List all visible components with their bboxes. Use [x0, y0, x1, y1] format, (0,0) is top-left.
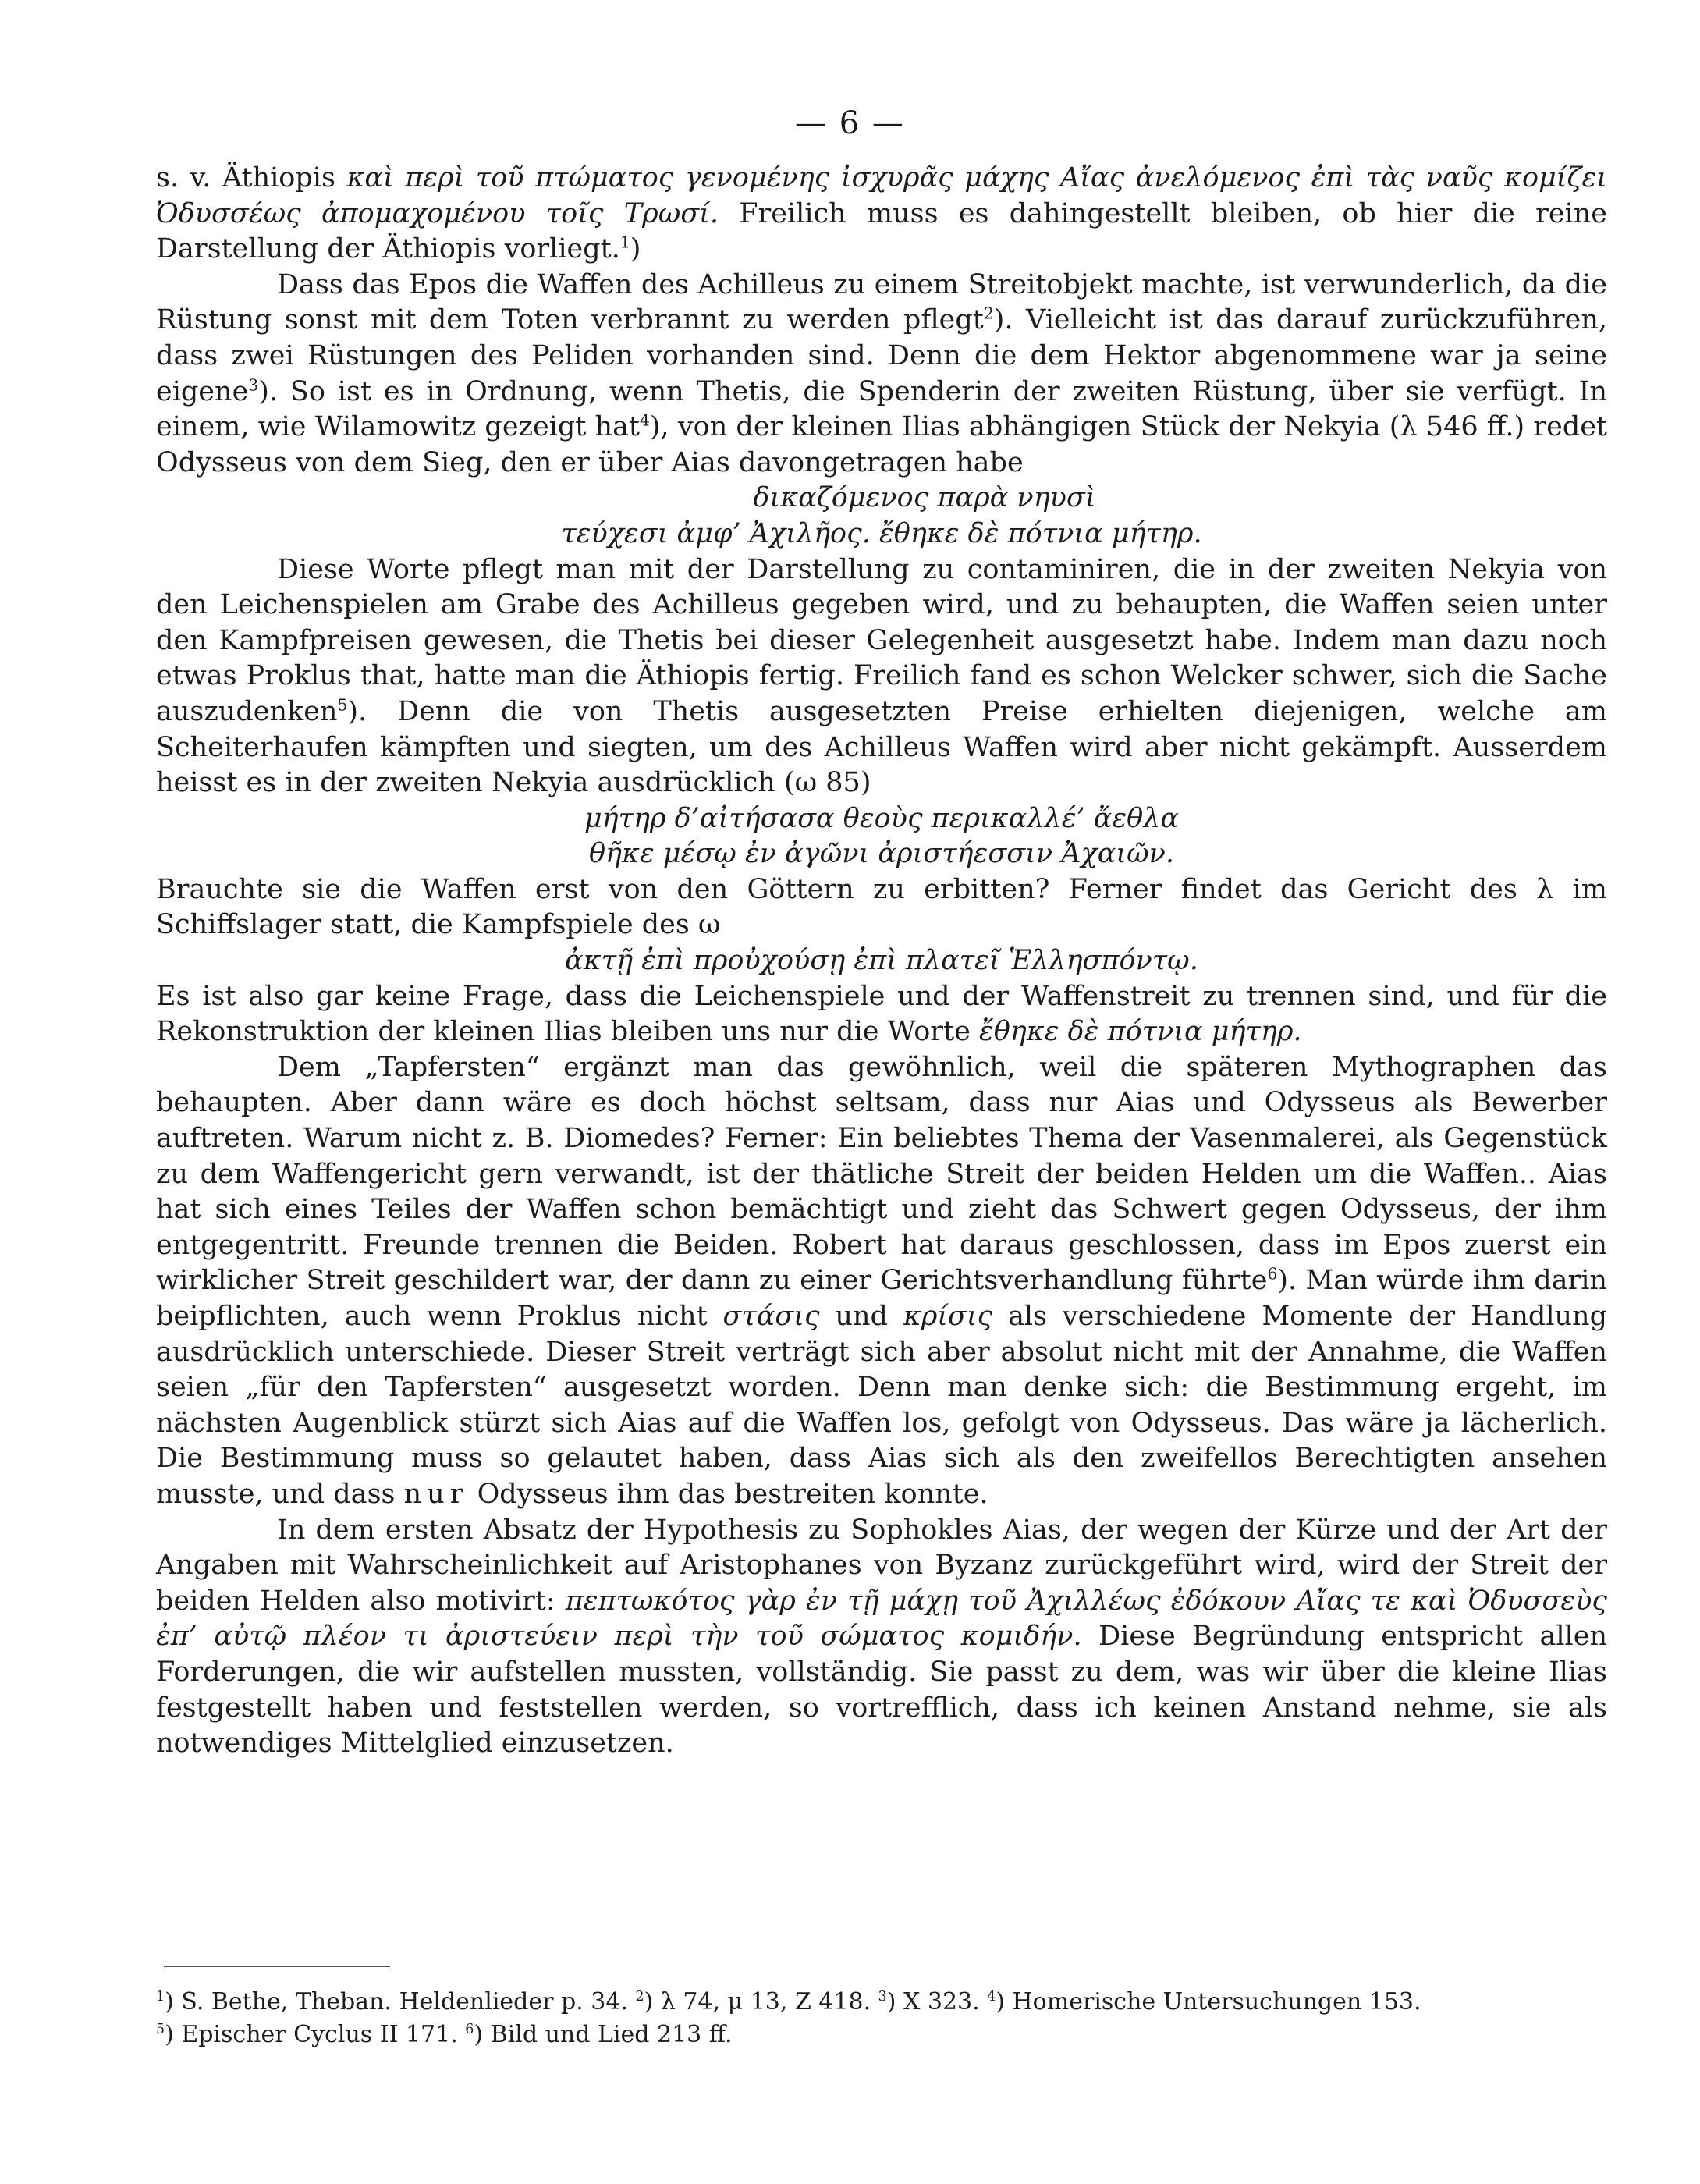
footnote-divider — [164, 1966, 390, 1967]
paragraph-7 — [156, 1513, 1607, 1762]
text-run: Dass das Epos die Waffen des Achilleus zu einem Streitobjekt machte, ist verwunderlich, da die Rüstung sonst mit dem Toten verbrannt zu werden pflegt — [156, 268, 1607, 336]
text-run: In dem ersten Absatz der Hypothesis zu Sophokles Aias, der wegen der Kürze und der Art der Angaben mit Wahrscheinlichkeit auf Aristophanes von Byzanz zurückgeführt wird, wird der Streit der beiden Helden also motivirt: — [156, 1514, 1607, 1617]
text-run: ). Man würde ihm darin beipflichten, auch wenn Proklus nicht — [156, 1265, 1607, 1332]
text-run: s. v. Äthiopis — [156, 162, 347, 194]
text-run: ), von der kleinen Ilias abhängigen Stück der Nekyia (λ 546 ff.) redet Odysseus von dem Sieg, den er über Aias davongetragen habe — [156, 411, 1607, 478]
text-run: Diese Worte pflegt man mit der Darstellung zu contaminiren, die in der zweiten Nekyia von den Leichenspielen am Grabe des Achilleus gegeben wird, und zu behaupten, die Waffen seien unter den Kampfpreisen gewesen, die Thetis bei dieser Gelegenheit ausgesetzt habe. Indem man dazu noch etwas Proklus that, hatte man die Äthiopis fertig. Freilich fand es schon Welcker schwer, sich die Sache auszudenken — [156, 553, 1607, 727]
greek-verse-line: ἀκτῇ ἐπὶ προὐχούσῃ ἐπὶ πλατεῖ Ἑλλησπόντῳ. — [565, 945, 1198, 977]
footnote-ref-4: 4 — [640, 410, 650, 430]
footnote-marker: 3 — [878, 1989, 887, 2005]
footnote-text: ) λ 74, μ 13, Ζ 418. — [644, 1988, 878, 2015]
footnote-ref-1: 1 — [619, 233, 630, 252]
paragraph-2 — [156, 268, 1607, 481]
text-run: Es ist also gar keine Frage, dass die Leichenspiele und der Waffenstreit zu trennen sind, und für die Rekonstruktion der kleinen Ilias bleiben uns nur die Worte — [156, 980, 1607, 1048]
footnote-ref-6: 6 — [1267, 1264, 1278, 1284]
footnote-ref-2: 2 — [983, 304, 994, 323]
text-run: Freilich muss es dahingestellt bleiben, ob hier die reine Darstellung der Äthiopis vorliegt. — [156, 197, 1607, 265]
footnote-marker: 1 — [156, 1989, 165, 2005]
text-run: ). Vielleicht ist das darauf zurückzuführen, dass zwei Rüstungen des Peliden vorhanden sind. Denn die dem Hektor abgenommene war ja seine eigene — [156, 304, 1607, 407]
footnote-text: ) Bild und Lied 213 ff. — [474, 2021, 733, 2048]
text-run: und — [819, 1301, 903, 1332]
footnote-text: ) S. Bethe, Theban. Heldenlieder p. 34. — [165, 1988, 636, 2015]
greek-quote: καὶ περὶ τοῦ πτώματος γενομένης ἰσχυρᾶς μάχης Αἴας ἀνελόμενος ἐπὶ τὰς ναῦς κομίζει Ὀδυσσέως ἀπομαχομένου τοῖς Τρωσί. — [156, 162, 1607, 229]
text-run: Diese Begründung entspricht allen Forderungen, die wir aufstellen mussten, vollständig. Sie passt zu dem, was wir über die kleine Ilias festgestellt haben und feststellen werden, so vortrefflich, dass ich keinen Anstand nehme, sie als notwendiges Mittelglied einzusetzen. — [156, 1621, 1607, 1760]
greek-verse-line: μήτηρ δ’αἰτήσασα θεοὺς περικαλλέ’ ἄεθλα — [584, 802, 1180, 834]
greek-quote: ἔθηκε δὲ πότνια μήτηρ. — [978, 1016, 1302, 1048]
footnote-ref-3: 3 — [248, 375, 259, 394]
text-run: Dem „Tapfersten“ ergänzt man das gewöhnlich, weil die späteren Mythographen das behaupten. Aber dann wäre es doch höchst seltsam, dass nur Aias und Odysseus als Bewerber auftreten. Warum nicht z. B. Diomedes? Ferner: Ein beliebtes Thema der Vasenmalerei, als Gegenstück zu dem Waffengericht gern verwandt, ist der thätliche Streit der beiden Helden um die Waffen.. Aias hat sich eines Teiles der Waffen schon bemächtigt und zieht das Schwert gegen Odysseus, der ihm entgegentritt. Freunde trennen die Beiden. Robert hat daraus geschlossen, dass im Epos zuerst ein wirklicher Streit geschildert war, der dann zu einer Gerichtsverhandlung führte — [156, 1051, 1607, 1297]
text-run: Brauchte sie die Waffen erst von den Göttern zu erbitten? Ferner findet das Gericht des λ im Schiffslager statt, die Kampfspiele des ω — [156, 873, 1607, 941]
footnote-line-1 — [156, 1986, 1607, 2019]
footnotes — [156, 1986, 1607, 2051]
paragraph-3 — [156, 552, 1607, 801]
footnote-marker: 5 — [156, 2022, 165, 2037]
footnote-marker: 4 — [987, 1989, 996, 2005]
text-run: ). So ist es in Ordnung, wenn Thetis, die Spenderin der zweiten Rüstung, über sie verfügt. In einem, wie Wilamowitz gezeigt hat — [156, 375, 1607, 443]
page-number: — 6 — — [795, 105, 905, 141]
footnote-text: ) Epischer Cyclus II 171. — [165, 2021, 466, 2048]
greek-verse-line: δικαζόμενος παρὰ νηυσὶ — [753, 482, 1096, 514]
text-run: Odysseus ihm das bestreiten konnte. — [468, 1478, 988, 1510]
main-text — [156, 161, 1607, 1762]
greek-quote: πεπτωκότος γὰρ ἐν τῇ μάχῃ τοῦ Ἀχιλλέως ἐδόκουν Αἴας τε καὶ Ὀδυσσεὺς ἐπ’ αὐτῷ πλέον τι ἀριστεύειν περὶ τὴν τοῦ σώματος κομιδήν. — [156, 1585, 1607, 1653]
text-run: als verschiedene Momente der Handlung ausdrücklich unterschiede. Dieser Streit verträgt sich aber absolut nicht mit der Annahme, die Waffen seien „für den Tapfersten“ ausgesetzt worden. Denn man denke sich: die Bestimmung ergeht, im nächsten Augenblick stürzt sich Aias auf die Waffen los, gefolgt von Odysseus. Das wäre ja lächerlich. Die Bestimmung muss so gelautet haben, dass Aias sich als den zweifellos Berechtigten ansehen musste, und dass — [156, 1301, 1607, 1510]
footnote-text: ) Homerische Untersuchungen 153. — [996, 1988, 1421, 2015]
greek-word: στάσις — [722, 1301, 820, 1332]
paragraph-5 — [156, 979, 1607, 1050]
greek-verse-line: τεύχεσι ἀμφ’ Ἀχιλῆος. ἔθηκε δὲ πότνια μήτηρ. — [561, 517, 1202, 549]
paragraph-6 — [156, 1050, 1607, 1513]
paragraph-4 — [156, 872, 1607, 943]
greek-word: κρίσις — [903, 1301, 993, 1332]
footnote-marker: 6 — [465, 2022, 474, 2037]
footnote-line-2 — [156, 2019, 1607, 2051]
text-run: ). Denn die von Thetis ausgesetzten Preise erhielten diejenigen, welche am Scheiterhaufen kämpften und siegten, um des Achilleus Waffen wird aber nicht gekämpft. Ausserdem heisst es in der zweiten Nekyia ausdrücklich (ω 85) — [156, 695, 1607, 799]
text-run: ) — [630, 233, 641, 265]
greek-verse-line: θῆκε μέσῳ ἐν ἀγῶνι ἀριστήεσσιν Ἀχαιῶν. — [588, 838, 1175, 870]
footnote-marker: 2 — [635, 1989, 644, 2005]
emphasis-spaced: nur — [403, 1478, 469, 1510]
footnote-text: ) Χ 323. — [886, 1988, 988, 2015]
paragraph-1 — [156, 161, 1607, 268]
footnote-ref-5: 5 — [337, 695, 348, 715]
